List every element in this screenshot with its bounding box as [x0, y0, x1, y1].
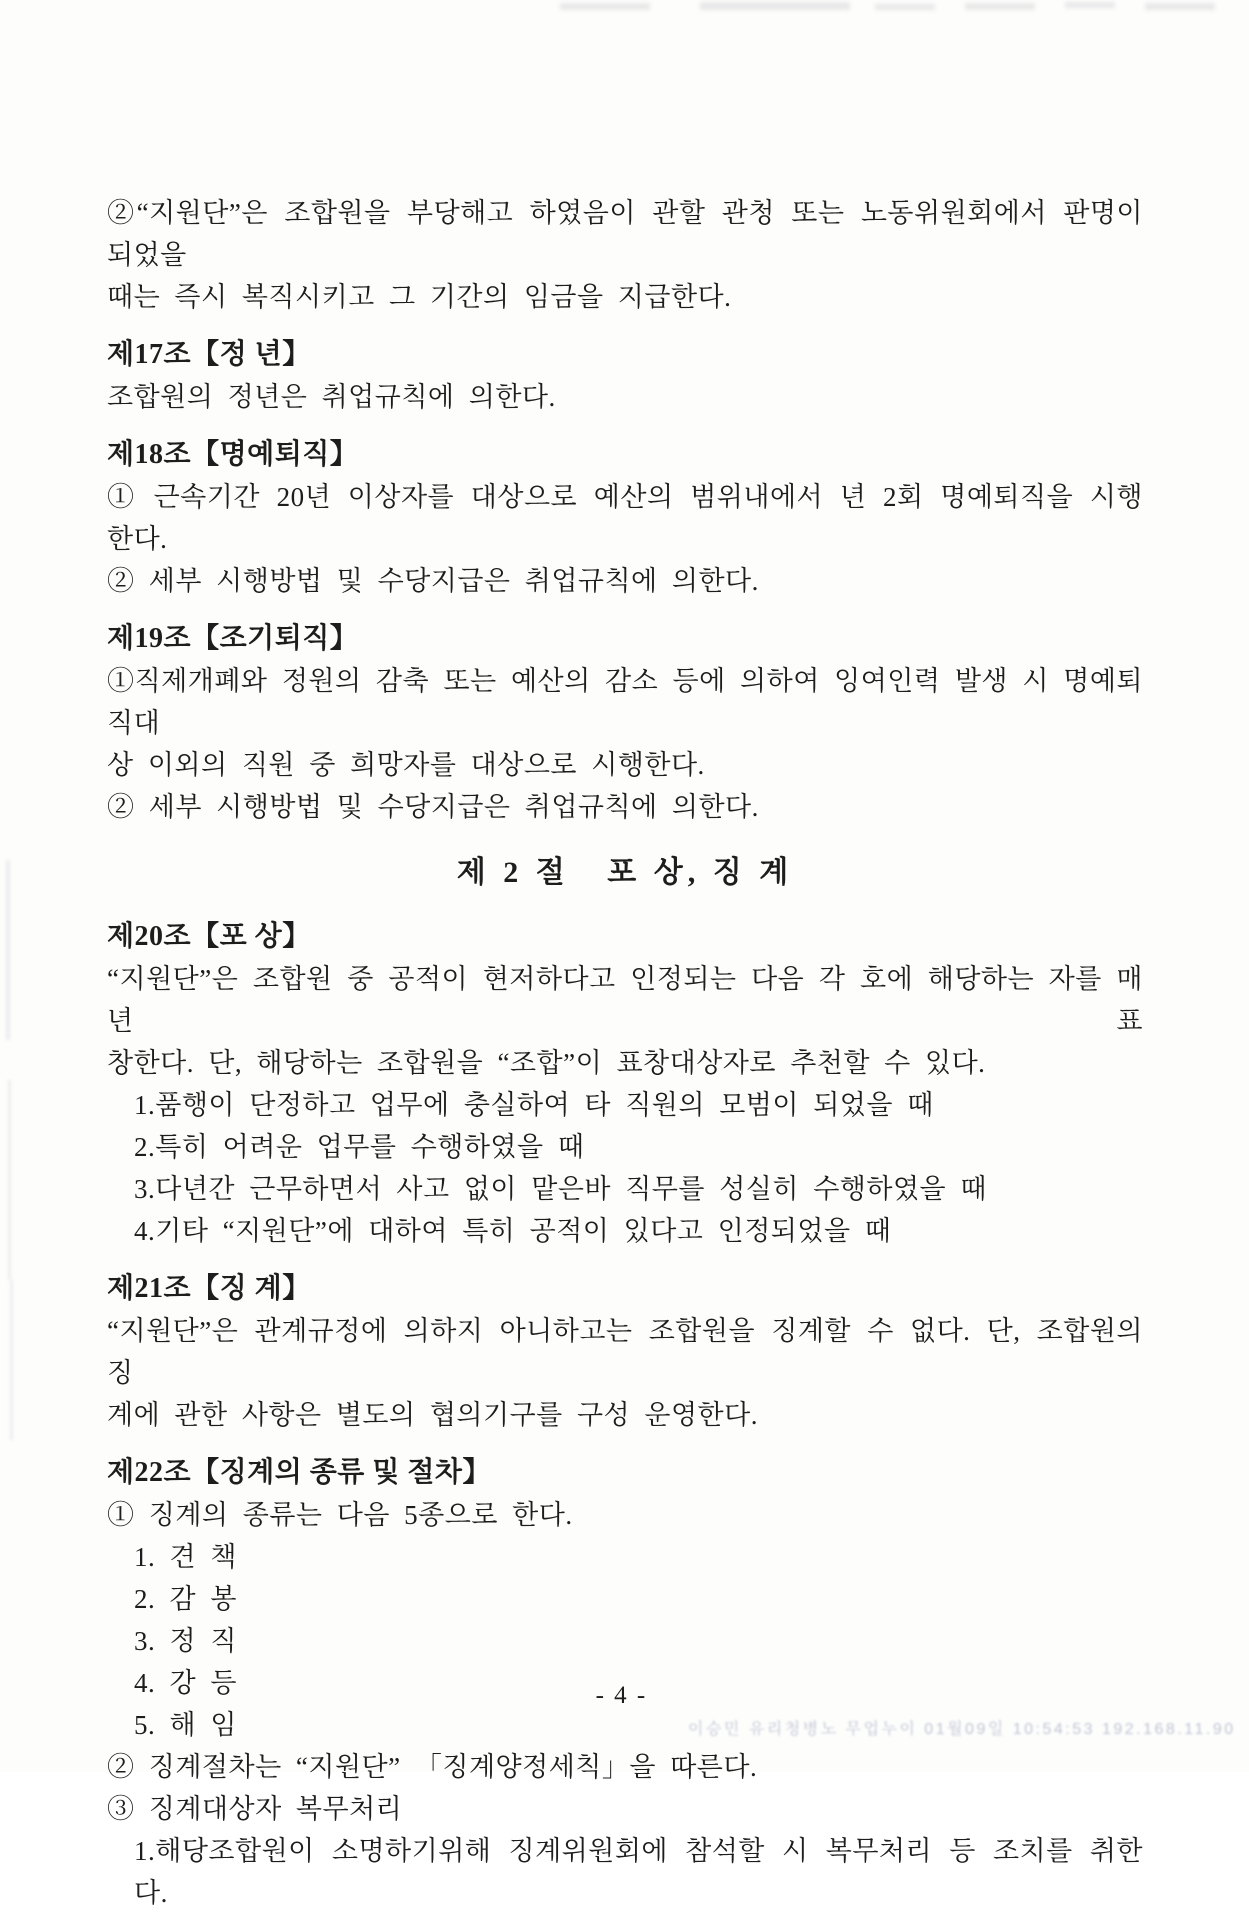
- article-21-body: [107, 1310, 1158, 1436]
- scan-smudge: [560, 3, 650, 10]
- doc-line: ① 근속기간 20년 이상자를 대상으로 예산의 범위내에서 년 2회 명예퇴직을 시행한다.: [107, 482, 1143, 554]
- clause-16-paragraph-2: [107, 192, 1158, 318]
- doc-line: ② 세부 시행방법 및 수당지급은 취업규칙에 의한다.: [107, 792, 759, 822]
- scan-streak: [8, 1080, 11, 1280]
- article-22-title: 제22조【징계의 종류 및 절차】: [107, 1457, 491, 1488]
- list-item: 3. 정 직: [134, 1626, 237, 1656]
- scan-smudge: [965, 3, 1035, 10]
- list-item: 2.특히 어려운 업무를 수행하였을 때: [134, 1132, 585, 1162]
- doc-line: ②“지원단”은 조합원을 부당해고 하였음이 관할 관청 또는 노동위원회에서 판명이 되었을: [107, 198, 1158, 270]
- scan-smudge: [1065, 2, 1115, 8]
- article-17-body: [107, 376, 1143, 418]
- article-17-title: 제17조【정 년】: [107, 339, 311, 370]
- doc-line: 창한다. 단, 해당하는 조합원을 “조합”이 표창대상자로 추천할 수 있다.: [107, 1048, 986, 1078]
- document-body: [107, 192, 1158, 1914]
- list-item: 1.품행이 단정하고 업무에 충실하여 타 직원의 모범이 되었을 때: [134, 1090, 934, 1120]
- page-number: - 4 -: [595, 1682, 648, 1709]
- doc-line: ③ 징계대상자 복무처리: [107, 1794, 403, 1824]
- scan-smudge: [700, 2, 850, 10]
- article-20-body: [107, 958, 1143, 1252]
- article-19-title: 제19조【조기퇴직】: [107, 623, 359, 654]
- list-item: 3.다년간 근무하면서 사고 없이 맡은바 직무를 성실히 수행하였을 때: [134, 1174, 987, 1204]
- doc-line: 때는 즉시 복직시키고 그 기간의 임금을 지급한다.: [107, 282, 732, 312]
- doc-line: ② 징계절차는 “지원단” 「징계양정세칙」을 따른다.: [107, 1752, 758, 1782]
- doc-line: ② 세부 시행방법 및 수당지급은 취업규칙에 의한다.: [107, 566, 759, 596]
- scan-smudge: [875, 4, 935, 10]
- scan-streak: [10, 1280, 13, 1440]
- doc-line: 계에 관한 사항은 별도의 협의기구를 구성 운영한다.: [107, 1400, 758, 1430]
- article-21-title: 제21조【징 계】: [107, 1273, 311, 1304]
- doc-line: 조합원의 정년은 취업규칙에 의한다.: [107, 382, 556, 412]
- article-18-body: [107, 476, 1143, 602]
- article-19-body: [107, 660, 1143, 828]
- doc-line: “지원단”은 관계규정에 의하지 아니하고는 조합원을 징계할 수 없다. 단, 조합원의 징: [107, 1316, 1158, 1388]
- doc-line: ①직제개폐와 정원의 감축 또는 예산의 감소 등에 의하여 잉여인력 발생 시 명예퇴직대: [107, 666, 1143, 738]
- article-20-title: 제20조【포 상】: [107, 921, 311, 952]
- article-18-title: 제18조【명예퇴직】: [107, 439, 359, 470]
- scan-stamp-text: 이승민 유리청병노 무업누이 01월09일 10:54:53 192.168.11.90: [688, 1721, 1236, 1738]
- list-item: 5. 해 임: [134, 1710, 237, 1740]
- scan-smudge: [1145, 3, 1215, 10]
- list-item: 2. 감 봉: [134, 1584, 237, 1614]
- section-2-heading: 제 2 절 포 상, 징 계: [456, 856, 794, 889]
- list-item: 4.기타 “지원단”에 대하여 특히 공적이 있다고 인정되었을 때: [134, 1216, 892, 1246]
- doc-line: 상 이외의 직원 중 희망자를 대상으로 시행한다.: [107, 750, 705, 780]
- doc-line: “지원단”은 조합원 중 공적이 현저하다고 인정되는 다음 각 호에 해당하는 자를 매년 표: [107, 964, 1143, 1036]
- scan-streak: [6, 860, 10, 1040]
- list-item: 1. 견 책: [134, 1542, 237, 1572]
- list-item: 1.해당조합원이 소명하기위해 징계위원회에 참석할 시 복무처리 등 조치를 취한다.: [134, 1836, 1143, 1908]
- doc-line: ① 징계의 종류는 다음 5종으로 한다.: [107, 1500, 573, 1530]
- list-item: 4. 강 등: [134, 1668, 237, 1698]
